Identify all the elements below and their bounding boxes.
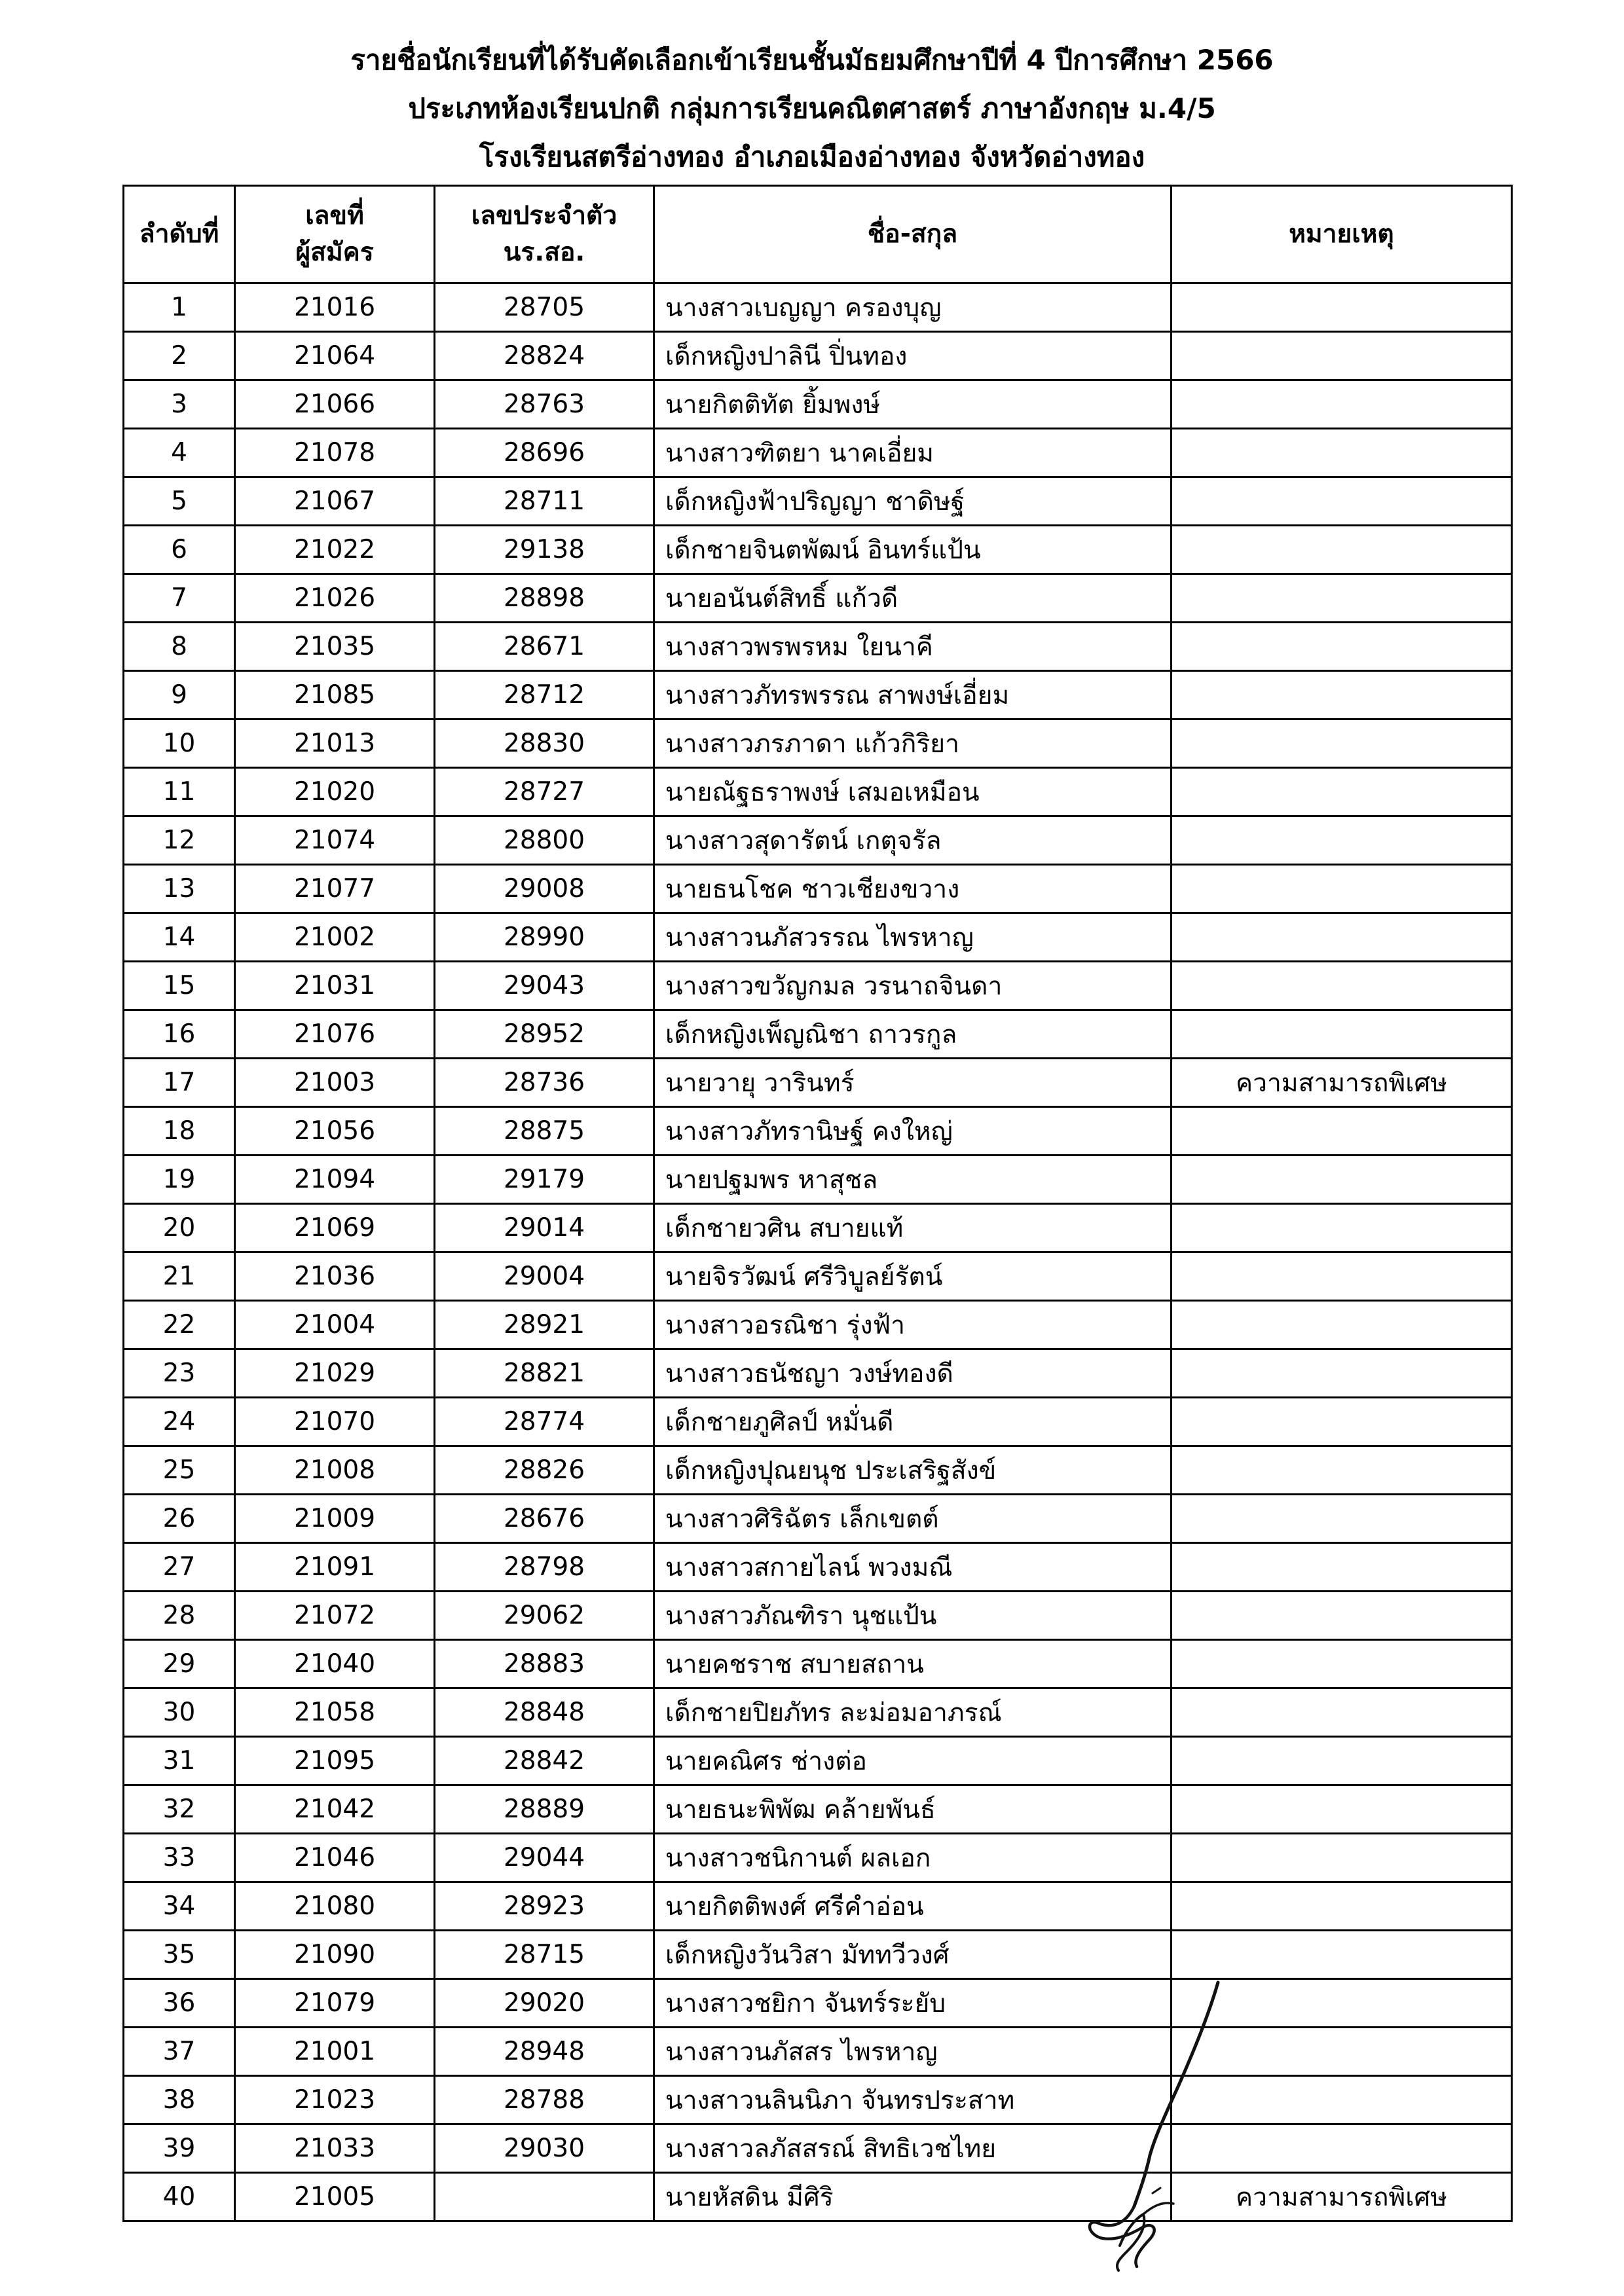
student-id-cell: 28705	[435, 283, 654, 332]
row-number-cell: 13	[124, 865, 235, 913]
note-cell	[1172, 1543, 1512, 1592]
note-cell	[1172, 865, 1512, 913]
student-id-cell: 28826	[435, 1446, 654, 1495]
header-name	[654, 186, 1172, 283]
row-number-cell: 27	[124, 1543, 235, 1592]
student-name-cell: นางสาวภัทรพรรณ สาพงษ์เอี่ยม	[654, 671, 1172, 720]
student-id-cell: 28842	[435, 1737, 654, 1785]
table-row	[124, 962, 1512, 1010]
table-row	[124, 1834, 1512, 1882]
note-cell	[1172, 1107, 1512, 1156]
student-id-cell: 28715	[435, 1931, 654, 1979]
student-id-cell: 28948	[435, 2028, 654, 2076]
table-row	[124, 720, 1512, 768]
row-number-cell: 16	[124, 1010, 235, 1059]
student-name-cell: นางสาวอรณิชา รุ่งฟ้า	[654, 1301, 1172, 1349]
applicant-number-cell: 21001	[235, 2028, 435, 2076]
note-cell	[1172, 1688, 1512, 1737]
header-student-id	[435, 186, 654, 283]
row-number-cell: 33	[124, 1834, 235, 1882]
row-number-cell: 11	[124, 768, 235, 816]
table-row	[124, 1785, 1512, 1834]
table-row	[124, 913, 1512, 962]
student-id-cell: 29138	[435, 526, 654, 574]
student-id-cell: 28830	[435, 720, 654, 768]
table-row	[124, 283, 1512, 332]
student-id-cell: 28883	[435, 1640, 654, 1688]
applicant-number-cell: 21040	[235, 1640, 435, 1688]
table-row	[124, 332, 1512, 380]
table-row	[124, 429, 1512, 477]
student-name-cell: เด็กหญิงปาลินี ปิ่นทอง	[654, 332, 1172, 380]
student-id-cell: 29179	[435, 1156, 654, 1204]
student-name-cell: เด็กหญิงปุณยนุช ประเสริฐสังข์	[654, 1446, 1172, 1495]
student-id-cell	[435, 2173, 654, 2221]
table-row	[124, 1446, 1512, 1495]
student-name-cell: นางสาวขวัญกมล วรนาถจินดา	[654, 962, 1172, 1010]
header-applicant-number	[235, 186, 435, 283]
table-row	[124, 1301, 1512, 1349]
note-cell	[1172, 1785, 1512, 1834]
student-id-cell: 28763	[435, 380, 654, 429]
row-number-cell: 7	[124, 574, 235, 623]
student-name-cell: นางสาวภัทรานิษฐ์ คงใหญ่	[654, 1107, 1172, 1156]
row-number-cell: 31	[124, 1737, 235, 1785]
applicant-number-cell: 21067	[235, 477, 435, 526]
row-number-cell: 18	[124, 1107, 235, 1156]
header-note	[1172, 186, 1512, 283]
note-cell	[1172, 1010, 1512, 1059]
header-student-id-line2: นร.สอ.	[503, 238, 585, 267]
note-cell	[1172, 1204, 1512, 1252]
student-id-cell: 28923	[435, 1882, 654, 1931]
row-number-cell: 14	[124, 913, 235, 962]
applicant-number-cell: 21008	[235, 1446, 435, 1495]
student-name-cell: นางสาวพรพรหม ใยนาคี	[654, 623, 1172, 671]
student-name-cell: นายวายุ วารินทร์	[654, 1059, 1172, 1107]
student-id-cell: 29008	[435, 865, 654, 913]
student-name-cell: นางสาวนภัสสร ไพรหาญ	[654, 2028, 1172, 2076]
note-cell: ความสามารถพิเศษ	[1172, 2173, 1512, 2221]
table-row	[124, 768, 1512, 816]
table-row	[124, 2076, 1512, 2124]
student-name-cell: นายธนะพิพัฒ คล้ายพันธ์	[654, 1785, 1172, 1834]
row-number-cell: 10	[124, 720, 235, 768]
student-id-cell: 28774	[435, 1398, 654, 1446]
student-name-cell: นางสาวชยิกา จันทร์ระยับ	[654, 1979, 1172, 2028]
row-number-cell: 25	[124, 1446, 235, 1495]
table-row	[124, 1737, 1512, 1785]
row-number-cell: 1	[124, 283, 235, 332]
student-id-cell: 28821	[435, 1349, 654, 1398]
table-row	[124, 816, 1512, 865]
table-row	[124, 1107, 1512, 1156]
student-name-cell: เด็กหญิงฟ้าปริญญา ชาดิษฐ์	[654, 477, 1172, 526]
row-number-cell: 34	[124, 1882, 235, 1931]
note-cell	[1172, 1640, 1512, 1688]
row-number-cell: 26	[124, 1495, 235, 1543]
row-number-cell: 23	[124, 1349, 235, 1398]
table-row	[124, 1059, 1512, 1107]
student-id-cell: 29062	[435, 1592, 654, 1640]
applicant-number-cell: 21066	[235, 380, 435, 429]
title-line-3: โรงเรียนสตรีอ่างทอง อำเภอเมืองอ่างทอง จังหวัดอ่างทอง	[479, 141, 1145, 173]
table-row	[124, 1688, 1512, 1737]
row-number-cell: 19	[124, 1156, 235, 1204]
student-name-cell: นายกิตติพงศ์ ศรีคำอ่อน	[654, 1882, 1172, 1931]
student-id-cell: 28875	[435, 1107, 654, 1156]
note-cell	[1172, 1834, 1512, 1882]
note-cell	[1172, 1737, 1512, 1785]
note-cell	[1172, 962, 1512, 1010]
row-number-cell: 24	[124, 1398, 235, 1446]
row-number-cell: 8	[124, 623, 235, 671]
applicant-number-cell: 21078	[235, 429, 435, 477]
student-name-cell: นางสาวเบญญา ครองบุญ	[654, 283, 1172, 332]
student-id-cell: 28671	[435, 623, 654, 671]
applicant-number-cell: 21076	[235, 1010, 435, 1059]
row-number-cell: 40	[124, 2173, 235, 2221]
table-row	[124, 1398, 1512, 1446]
note-cell	[1172, 1882, 1512, 1931]
student-id-cell: 28727	[435, 768, 654, 816]
table-row	[124, 1640, 1512, 1688]
title-line-1: รายชื่อนักเรียนที่ได้รับคัดเลือกเข้าเรียนชั้นมัธยมศึกษาปีที่ 4 ปีการศึกษา 2566	[350, 44, 1274, 76]
applicant-number-cell: 21070	[235, 1398, 435, 1446]
student-id-cell: 28990	[435, 913, 654, 962]
row-number-cell: 3	[124, 380, 235, 429]
table-row	[124, 1495, 1512, 1543]
applicant-number-cell: 21004	[235, 1301, 435, 1349]
applicant-number-cell: 21080	[235, 1882, 435, 1931]
applicant-number-cell: 21002	[235, 913, 435, 962]
applicant-number-cell: 21005	[235, 2173, 435, 2221]
note-cell	[1172, 1592, 1512, 1640]
applicant-number-cell: 21020	[235, 768, 435, 816]
row-number-cell: 20	[124, 1204, 235, 1252]
student-id-cell: 29004	[435, 1252, 654, 1301]
student-name-cell: นางสาวภรภาดา แก้วกิริยา	[654, 720, 1172, 768]
table-row	[124, 865, 1512, 913]
row-number-cell: 15	[124, 962, 235, 1010]
note-cell	[1172, 526, 1512, 574]
applicant-number-cell: 21058	[235, 1688, 435, 1737]
applicant-number-cell: 21085	[235, 671, 435, 720]
note-cell	[1172, 477, 1512, 526]
student-name-cell: นายคณิศร ช่างต่อ	[654, 1737, 1172, 1785]
applicant-number-cell: 21036	[235, 1252, 435, 1301]
note-cell	[1172, 671, 1512, 720]
applicant-number-cell: 21026	[235, 574, 435, 623]
applicant-number-cell: 21023	[235, 2076, 435, 2124]
title-line-2: ประเภทห้องเรียนปกติ กลุ่มการเรียนคณิตศาสตร์ ภาษาอังกฤษ ม.4/5	[408, 92, 1216, 124]
student-name-cell: นางสาวศิริฉัตร เล็กเขตต์	[654, 1495, 1172, 1543]
student-roster-table	[122, 185, 1513, 2222]
applicant-number-cell: 21022	[235, 526, 435, 574]
row-number-cell: 28	[124, 1592, 235, 1640]
applicant-number-cell: 21035	[235, 623, 435, 671]
student-name-cell: นายคชราช สบายสถาน	[654, 1640, 1172, 1688]
student-name-cell: เด็กหญิงวันวิสา มัททวีวงศ์	[654, 1931, 1172, 1979]
student-name-cell: เด็กชายปิยภัทร ละม่อมอาภรณ์	[654, 1688, 1172, 1737]
applicant-number-cell: 21064	[235, 332, 435, 380]
header-no	[124, 186, 235, 283]
note-cell	[1172, 574, 1512, 623]
student-name-cell: นางสาวชนิกานต์ ผลเอก	[654, 1834, 1172, 1882]
table-row	[124, 2028, 1512, 2076]
table-body	[124, 283, 1512, 2221]
note-cell	[1172, 1349, 1512, 1398]
student-name-cell: นางสาวนลินนิภา จันทรประสาท	[654, 2076, 1172, 2124]
applicant-number-cell: 21016	[235, 283, 435, 332]
applicant-number-cell: 21094	[235, 1156, 435, 1204]
table-row	[124, 2173, 1512, 2221]
applicant-number-cell: 21031	[235, 962, 435, 1010]
table-row	[124, 1979, 1512, 2028]
note-cell	[1172, 1398, 1512, 1446]
applicant-number-cell: 21077	[235, 865, 435, 913]
student-name-cell: เด็กชายจินตพัฒน์ อินทร์แป้น	[654, 526, 1172, 574]
row-number-cell: 39	[124, 2124, 235, 2173]
student-name-cell: นางสาวภัณฑิรา นุชแป้น	[654, 1592, 1172, 1640]
student-id-cell: 28824	[435, 332, 654, 380]
student-name-cell: นายธนโชค ชาวเชียงขวาง	[654, 865, 1172, 913]
applicant-number-cell: 21072	[235, 1592, 435, 1640]
header-note-label: หมายเหตุ	[1289, 219, 1394, 249]
student-name-cell: นางสาวลภัสสรณ์ สิทธิเวชไทย	[654, 2124, 1172, 2173]
applicant-number-cell: 21056	[235, 1107, 435, 1156]
table-row	[124, 574, 1512, 623]
header-student-id-line1: เลขประจำตัว	[471, 201, 618, 230]
student-id-cell: 29044	[435, 1834, 654, 1882]
student-id-cell: 28800	[435, 816, 654, 865]
table-row	[124, 380, 1512, 429]
applicant-number-cell: 21046	[235, 1834, 435, 1882]
student-name-cell: นางสาวฑิตยา นาคเอี่ยม	[654, 429, 1172, 477]
note-cell	[1172, 1252, 1512, 1301]
table-row	[124, 1204, 1512, 1252]
note-cell	[1172, 1156, 1512, 1204]
applicant-number-cell: 21029	[235, 1349, 435, 1398]
applicant-number-cell: 21033	[235, 2124, 435, 2173]
student-id-cell: 29020	[435, 1979, 654, 2028]
student-name-cell: เด็กชายวศิน สบายแท้	[654, 1204, 1172, 1252]
student-name-cell: นายอนันต์สิทธิ์ แก้วดี	[654, 574, 1172, 623]
row-number-cell: 22	[124, 1301, 235, 1349]
row-number-cell: 37	[124, 2028, 235, 2076]
row-number-cell: 4	[124, 429, 235, 477]
table-row	[124, 1543, 1512, 1592]
note-cell	[1172, 1301, 1512, 1349]
student-id-cell: 28798	[435, 1543, 654, 1592]
table-row	[124, 526, 1512, 574]
student-name-cell: นางสาวสกายไลน์ พวงมณี	[654, 1543, 1172, 1592]
applicant-number-cell: 21091	[235, 1543, 435, 1592]
applicant-number-cell: 21069	[235, 1204, 435, 1252]
note-cell	[1172, 1446, 1512, 1495]
note-cell	[1172, 380, 1512, 429]
applicant-number-cell: 21042	[235, 1785, 435, 1834]
student-id-cell: 29043	[435, 962, 654, 1010]
header-name-label: ชื่อ-สกุล	[867, 219, 958, 249]
row-number-cell: 38	[124, 2076, 235, 2124]
table-row	[124, 1882, 1512, 1931]
note-cell	[1172, 913, 1512, 962]
student-id-cell: 28711	[435, 477, 654, 526]
student-name-cell: นายปฐมพร หาสุชล	[654, 1156, 1172, 1204]
note-cell	[1172, 283, 1512, 332]
student-id-cell: 28788	[435, 2076, 654, 2124]
student-name-cell: นายจิรวัฒน์ ศรีวิบูลย์รัตน์	[654, 1252, 1172, 1301]
student-id-cell: 28736	[435, 1059, 654, 1107]
row-number-cell: 5	[124, 477, 235, 526]
header-applicant-line1: เลขที่	[305, 201, 364, 230]
student-id-cell: 28921	[435, 1301, 654, 1349]
student-name-cell: นางสาวธนัชญา วงษ์ทองดี	[654, 1349, 1172, 1398]
student-id-cell: 28889	[435, 1785, 654, 1834]
student-id-cell: 28952	[435, 1010, 654, 1059]
table-row	[124, 1156, 1512, 1204]
note-cell: ความสามารถพิเศษ	[1172, 1059, 1512, 1107]
note-cell	[1172, 1495, 1512, 1543]
row-number-cell: 17	[124, 1059, 235, 1107]
student-id-cell: 28848	[435, 1688, 654, 1737]
student-id-cell: 29030	[435, 2124, 654, 2173]
row-number-cell: 12	[124, 816, 235, 865]
student-id-cell: 28676	[435, 1495, 654, 1543]
row-number-cell: 21	[124, 1252, 235, 1301]
student-id-cell: 28898	[435, 574, 654, 623]
table-row	[124, 1010, 1512, 1059]
applicant-number-cell: 21095	[235, 1737, 435, 1785]
applicant-number-cell: 21079	[235, 1979, 435, 2028]
row-number-cell: 29	[124, 1640, 235, 1688]
student-id-cell: 28696	[435, 429, 654, 477]
row-number-cell: 35	[124, 1931, 235, 1979]
applicant-number-cell: 21090	[235, 1931, 435, 1979]
handwritten-signature	[1022, 1971, 1270, 2278]
table-row	[124, 1349, 1512, 1398]
student-name-cell: นางสาวสุดารัตน์ เกตุจรัล	[654, 816, 1172, 865]
table-row	[124, 671, 1512, 720]
table-row	[124, 2124, 1512, 2173]
row-number-cell: 9	[124, 671, 235, 720]
table-row	[124, 1931, 1512, 1979]
table-header-row	[124, 186, 1512, 283]
header-no-label: ลำดับที่	[139, 219, 219, 249]
document-title-block	[0, 36, 1624, 181]
row-number-cell: 2	[124, 332, 235, 380]
row-number-cell: 36	[124, 1979, 235, 2028]
header-applicant-line2: ผู้สมัคร	[295, 238, 374, 267]
note-cell	[1172, 429, 1512, 477]
student-name-cell: นางสาวนภัสวรรณ ไพรหาญ	[654, 913, 1172, 962]
applicant-number-cell: 21013	[235, 720, 435, 768]
row-number-cell: 6	[124, 526, 235, 574]
student-name-cell: นายกิตติทัต ยิ้มพงษ์	[654, 380, 1172, 429]
applicant-number-cell: 21003	[235, 1059, 435, 1107]
table-row	[124, 1592, 1512, 1640]
student-name-cell: เด็กชายภูศิลป์ หมั่นดี	[654, 1398, 1172, 1446]
note-cell	[1172, 623, 1512, 671]
table-row	[124, 1252, 1512, 1301]
row-number-cell: 30	[124, 1688, 235, 1737]
student-name-cell: นายหัสดิน มีศิริ	[654, 2173, 1172, 2221]
note-cell	[1172, 720, 1512, 768]
student-id-cell: 29014	[435, 1204, 654, 1252]
student-name-cell: เด็กหญิงเพ็ญณิชา ถาวรกูล	[654, 1010, 1172, 1059]
applicant-number-cell: 21009	[235, 1495, 435, 1543]
table-row	[124, 477, 1512, 526]
student-id-cell: 28712	[435, 671, 654, 720]
note-cell	[1172, 332, 1512, 380]
note-cell	[1172, 816, 1512, 865]
row-number-cell: 32	[124, 1785, 235, 1834]
table-row	[124, 623, 1512, 671]
student-name-cell: นายณัฐธราพงษ์ เสมอเหมือน	[654, 768, 1172, 816]
note-cell	[1172, 768, 1512, 816]
applicant-number-cell: 21074	[235, 816, 435, 865]
